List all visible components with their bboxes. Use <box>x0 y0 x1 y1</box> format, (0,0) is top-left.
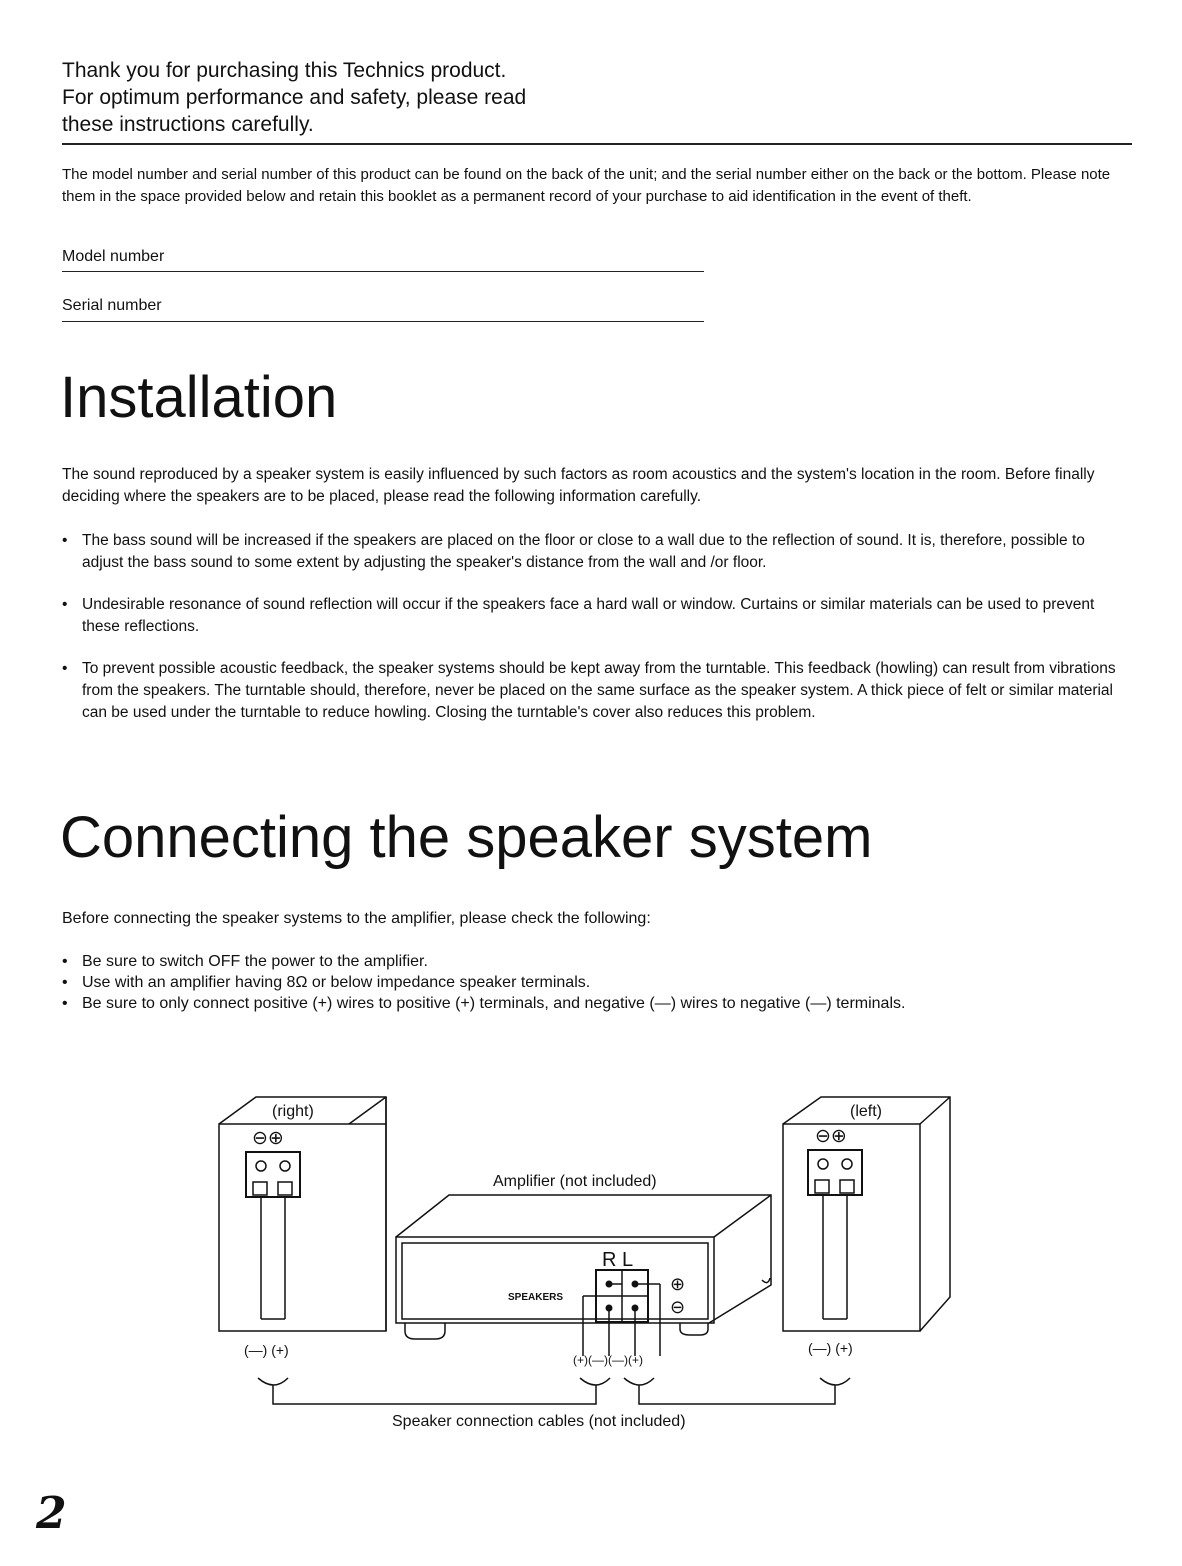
list-item: • Undesirable resonance of sound reflection will occur if the speakers face a hard wall or window. Curtains or similar materials can be used to prevent these reflections. <box>62 594 1122 638</box>
intro-line: Thank you for purchasing this Technics product. <box>62 59 507 82</box>
left-speaker-label: (left) <box>850 1103 882 1120</box>
serial-number-label: Serial number <box>62 297 162 314</box>
right-polarity-icon: ⊖⊕ <box>252 1128 284 1149</box>
left-polarity-icon: ⊖⊕ <box>815 1126 847 1147</box>
amplifier <box>396 1195 771 1356</box>
speaker-cables <box>258 1378 850 1404</box>
list-item: • The bass sound will be increased if the speakers are placed on the floor or close to a wall due to the reflection of sound. It is, therefore, possible to adjust the bass sound to some extent by adjusting the speaker's distance from the wall and /or floor. <box>62 530 1122 574</box>
amplifier-label: Amplifier (not included) <box>493 1173 657 1190</box>
amp-terminal-label: (+)(—)(—)(+) <box>573 1353 643 1367</box>
installation-intro: The sound reproduced by a speaker system is easily influenced by such factors as room acoustics and the system's location in the room. Before finally deciding where the speakers are to be placed, please read the following information carefully. <box>62 466 1095 505</box>
model-number-label: Model number <box>62 248 165 265</box>
right-speaker-label: (right) <box>272 1103 314 1120</box>
installation-title: Installation <box>60 365 338 430</box>
list-item: • Be sure to only connect positive (+) wires to positive (+) terminals, and negative (—) wires to negative (—) terminals. <box>62 993 1122 1014</box>
speakers-label: SPEAKERS <box>508 1292 564 1303</box>
list-item: • Use with an amplifier having 8Ω or below impedance speaker terminals. <box>62 972 1122 993</box>
intro-line: these instructions carefully. <box>62 113 314 136</box>
rl-label: R L <box>602 1249 634 1271</box>
left-speaker <box>783 1097 950 1331</box>
cables-label: Speaker connection cables (not included) <box>392 1413 686 1430</box>
connecting-title: Connecting the speaker system <box>60 805 873 870</box>
plus-icon: ⊕ <box>670 1274 686 1294</box>
list-item: • To prevent possible acoustic feedback, the speaker systems should be kept away from the turntable. This feedback (howling) can result from vibrations from the speakers. The turntable should, therefore, never be placed on the same surface as the speaker system. A thick piece of felt or similar material can be used under the turntable to reduce howling. Closing the turntable's cover also reduces this problem. <box>62 658 1122 724</box>
right-speaker <box>219 1097 386 1331</box>
list-item: • Be sure to switch OFF the power to the amplifier. <box>62 951 1122 972</box>
right-terminal-label: (—) (+) <box>244 1342 289 1358</box>
intro-line: For optimum performance and safety, please read <box>62 86 527 109</box>
record-notice: The model number and serial number of this product can be found on the back of the unit; and the serial number either on the back or the bottom. Please note them in the space provided below and retain this booklet as a permanent record of your purchase to aid identification in the event of theft. <box>62 166 1111 205</box>
page-number: 2 <box>36 1488 67 1539</box>
left-terminal-label: (—) (+) <box>808 1340 853 1356</box>
connecting-intro: Before connecting the speaker systems to the amplifier, please check the following: <box>62 910 651 927</box>
minus-icon: ⊖ <box>670 1297 686 1317</box>
